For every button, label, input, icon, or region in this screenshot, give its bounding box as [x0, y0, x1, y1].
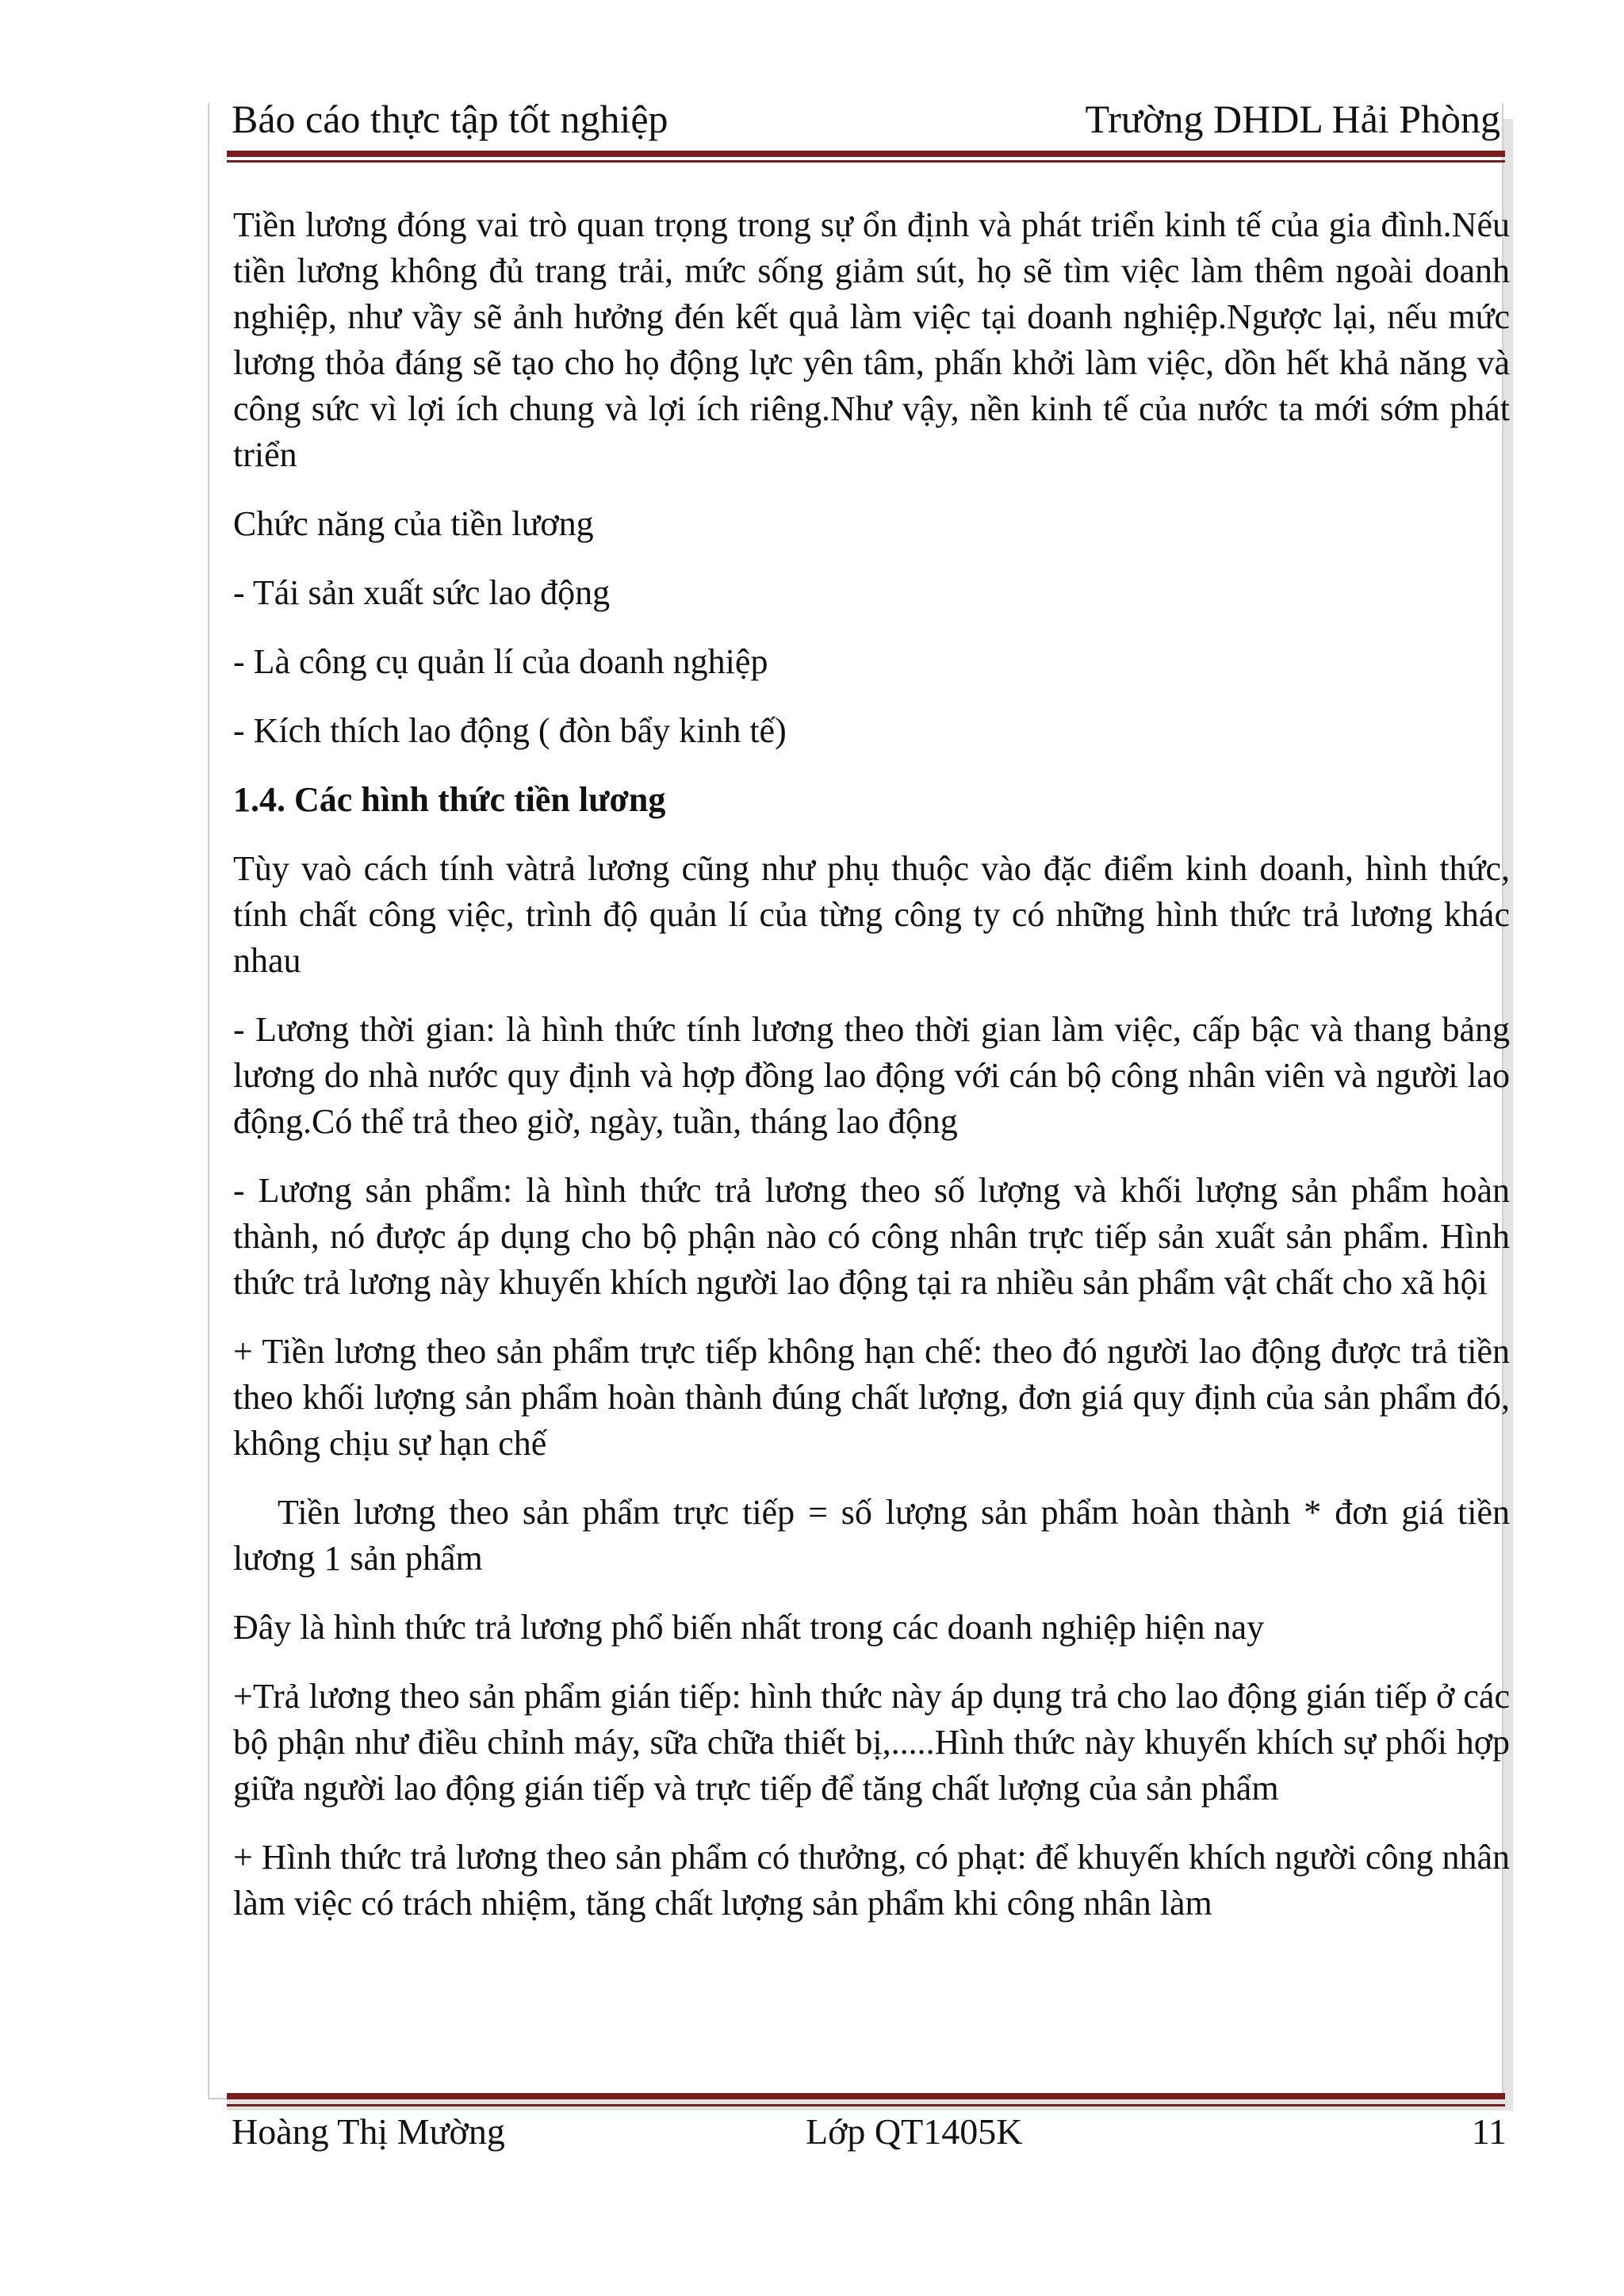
paragraph-direct-product-wage: + Tiền lương theo sản phẩm trực tiếp không hạn chế: theo đó người lao động được trả tiền theo khối lượng sản phẩm hoàn thành đúng chất lượng, đơn giá quy định của sản phẩm đó, không chịu sự hạn chế: [233, 1332, 1510, 1463]
paragraph-formula: Tiền lương theo sản phẩm trực tiếp = số lượng sản phẩm hoàn thành * đơn giá tiền lương 1 sản phẩm: [233, 1493, 1510, 1578]
header-rule-thin: [227, 160, 1505, 163]
paragraph-role-of-wages: Tiền lương đóng vai trò quan trọng trong sự ổn định và phát triển kinh tế của gia đình.Nếu tiền lương không đủ trang trải, mức sống giảm sút, họ sẽ tìm việc làm thêm ngoài doanh nghiệp, như vầy sẽ ảnh hưởng đén kết quả làm việc tại doanh nghiệp.Ngược lại, nếu mức lương thỏa đáng sẽ tạo cho họ động lực yên tâm, phấn khởi làm việc, dồn hết khả năng và công sức vì lợi ích chung và lợi ích riêng.Như vậy, nền kinh tế của nước ta mới sớm phát triển: [233, 205, 1510, 474]
paragraph-bonus-penalty-wage: + Hình thức trả lương theo sản phẩm có thưởng, có phạt: để khuyến khích người công nhân làm việc có trách nhiệm, tăng chất lượng sản phẩm khi công nhân làm: [233, 1838, 1510, 1923]
header-school-name: Trường DHDL Hải Phòng: [1085, 97, 1500, 141]
paragraph-intro-forms: Tùy vaò cách tính vàtrả lương cũng như phụ thuộc vào đặc điểm kinh doanh, hình thức, tính chất công việc, trình độ quản lí của từng công ty có những hình thức trả lương khác nhau: [233, 849, 1510, 980]
list-item-function-2: - Là công cụ quản lí của doanh nghiệp: [233, 642, 768, 681]
section-heading: 1.4. Các hình thức tiền lương: [233, 780, 666, 819]
paragraph-functions-title: Chức năng của tiền lương: [233, 504, 594, 543]
page-header: [232, 95, 1500, 143]
document-body: [233, 202, 1510, 1950]
paragraph-most-common: Đây là hình thức trả lương phổ biến nhất trong các doanh nghiệp hiện nay: [233, 1608, 1265, 1647]
footer-rule-thin: [227, 2104, 1505, 2107]
list-item-function-3: - Kích thích lao động ( đòn bẩy kinh tế): [233, 711, 787, 750]
footer-class: Lớp QT1405K: [806, 2111, 1023, 2152]
list-item-function-1: - Tái sản xuất sức lao động: [233, 573, 611, 612]
paragraph-indirect-product-wage: +Trả lương theo sản phẩm gián tiếp: hình thức này áp dụng trả cho lao động gián tiếp ở các bộ phận như điều chỉnh máy, sữa chữa thiết bị,.....Hình thức này khuyến khích sự phối hợp giữa người lao động gián tiếp và trực tiếp để tăng chất lượng của sản phẩm: [233, 1677, 1510, 1808]
header-rule: [227, 151, 1505, 157]
header-report-title: Báo cáo thực tập tốt nghiệp: [232, 97, 668, 141]
paragraph-time-wage: - Lương thời gian: là hình thức tính lương theo thời gian làm việc, cấp bậc và thang bảng lương do nhà nước quy định và hợp đồng lao động với cán bộ công nhân viên và người lao động.Có thể trả theo giờ, ngày, tuần, tháng lao động: [233, 1010, 1510, 1141]
footer-author: Hoàng Thị Mường: [232, 2111, 505, 2152]
paragraph-product-wage: - Lương sản phẩm: là hình thức trả lương theo số lượng và khối lượng sản phẩm hoàn thành, nó được áp dụng cho bộ phận nào có công nhân trực tiếp sản xuất sản phẩm. Hình thức trả lương này khuyến khích người lao động tại ra nhiều sản phẩm vật chất cho xã hội: [233, 1171, 1510, 1302]
page-number: 11: [1471, 2111, 1507, 2152]
footer-rule: [227, 2093, 1505, 2099]
